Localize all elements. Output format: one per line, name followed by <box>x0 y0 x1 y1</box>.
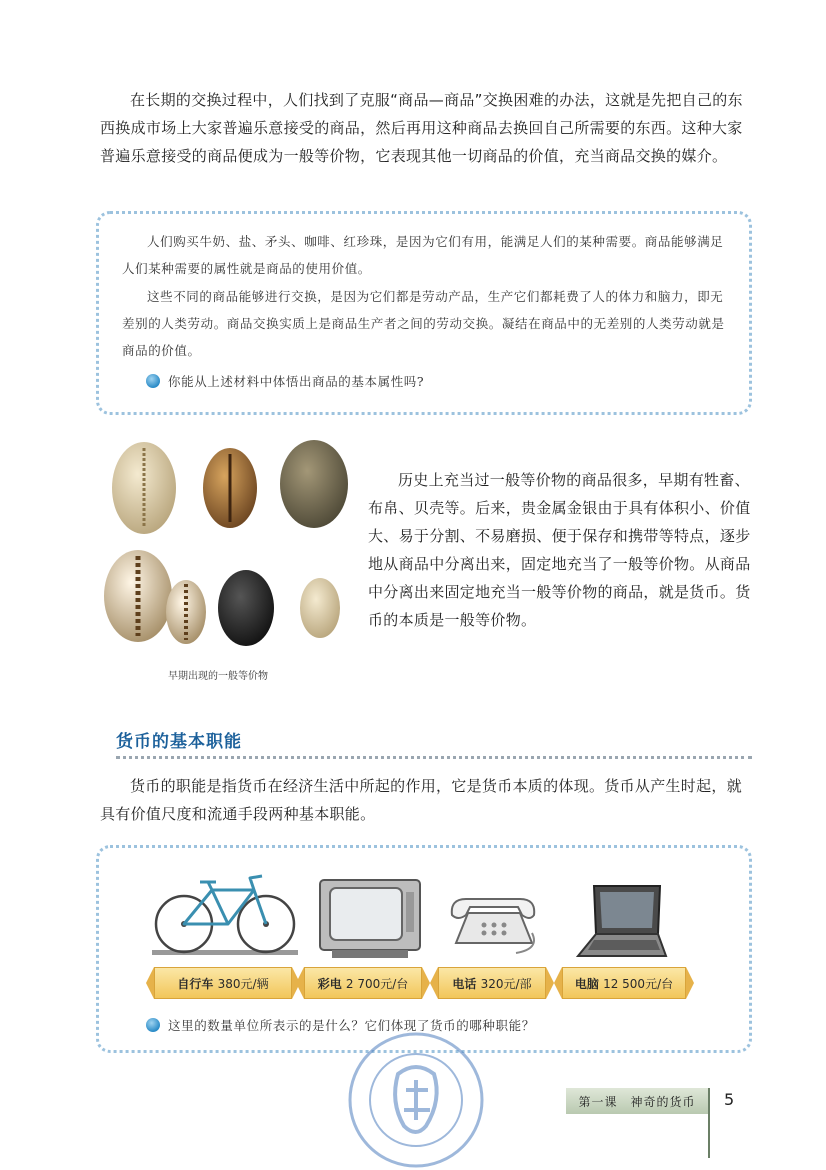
material-paragraph-2: 这些不同的商品能够进行交换，是因为它们都是劳动产品，生产它们都耗费了人的体力和脑力，即无差别的人类劳动。商品交换实质上是商品生产者之间的劳动交换。凝结在商品中的无差别的人类劳动就是商品的价值。 <box>122 289 725 358</box>
price-tag-tv <box>304 967 422 999</box>
equivalents-caption: 早期出现的一般等价物 <box>168 671 268 682</box>
section-title: 货币的基本职能 <box>116 732 242 752</box>
section-divider <box>116 756 752 759</box>
material-question-text: 你能从上述材料中体悟出商品的基本属性吗? <box>168 374 425 389</box>
footer-divider <box>708 1088 710 1158</box>
laptop-price: 12 500元/台 <box>603 976 674 991</box>
cowrie-small <box>166 580 206 644</box>
price-tag-telephone <box>438 967 546 999</box>
chapter-tab: 第一课 神奇的货币 <box>566 1088 708 1114</box>
tag-wing-left-1 <box>146 967 154 999</box>
page-number: 5 <box>724 1090 735 1109</box>
watermark-seal <box>346 1030 486 1170</box>
bicycle-price: 380元/辆 <box>217 976 269 991</box>
shell-bronze <box>203 448 257 528</box>
telephone-price: 320元/部 <box>480 976 532 991</box>
price-question-text: 这里的数量单位所表示的是什么？它们体现了货币的哪种职能？ <box>168 1018 535 1033</box>
price-tag-bicycle <box>154 967 292 999</box>
section-paragraph: 货币的职能是指货币在经济生活中所起的作用，它是货币本质的体现。货币从产生时起，就具有价值尺度和流通手段两种基本职能。 <box>100 777 743 823</box>
tv-name: 彩电 <box>317 976 342 991</box>
shell-black <box>218 570 274 646</box>
question-bullet-icon <box>146 374 160 388</box>
tag-wing-left-2 <box>296 967 304 999</box>
tag-wing-right-3 <box>546 967 554 999</box>
tag-wing-left-4 <box>554 967 562 999</box>
tv-icon <box>318 878 422 960</box>
material-question <box>146 368 706 395</box>
tag-wing-left-3 <box>430 967 438 999</box>
telephone-name: 电话 <box>452 976 477 991</box>
bicycle-icon <box>150 868 300 958</box>
equivalents-paragraph: 历史上充当过一般等价物的商品很多，早期有牲畜、布帛、贝壳等。后来，贵金属金银由于具有体积小、价值大、易于分割、不易磨损、便于保存和携带等特点，逐步地从商品中分离出来，固定地充当了一般等价物。从商品中分离出来固定地充当一般等价物的商品，就是货币。货币的本质是一般等价物。 <box>368 471 751 629</box>
price-tag-laptop <box>562 967 686 999</box>
intro-paragraph: 在长期的交换过程中，人们找到了克服“商品—商品”交换困难的办法，这就是先把自己的东西换成市场上大家普遍乐意接受的商品，然后再用这种商品去换回自己所需要的东西。这种大家普遍乐意接受的商品便成为一般等价物，它表现其他一切商品的价值，充当商品交换的媒介。 <box>100 91 743 165</box>
question-bullet-icon <box>146 1018 160 1032</box>
tv-price: 2 700元/台 <box>345 976 409 991</box>
telephone-icon <box>446 893 540 957</box>
shell-stone <box>280 440 348 528</box>
tag-wing-right-4 <box>686 967 694 999</box>
cowrie-large <box>104 550 172 642</box>
material-paragraph-1: 人们购买牛奶、盐、矛头、咖啡、红珍珠，是因为它们有用，能满足人们的某种需要。商品能够满足人们某种需要的属性就是商品的使用价值。 <box>122 234 724 276</box>
shell-white <box>300 578 340 638</box>
tag-wing-right-2 <box>422 967 430 999</box>
laptop-name: 电脑 <box>574 976 599 991</box>
bicycle-name: 自行车 <box>177 976 214 991</box>
shell-cream <box>112 442 176 534</box>
laptop-icon <box>576 882 668 962</box>
early-equivalents-image <box>100 436 358 656</box>
